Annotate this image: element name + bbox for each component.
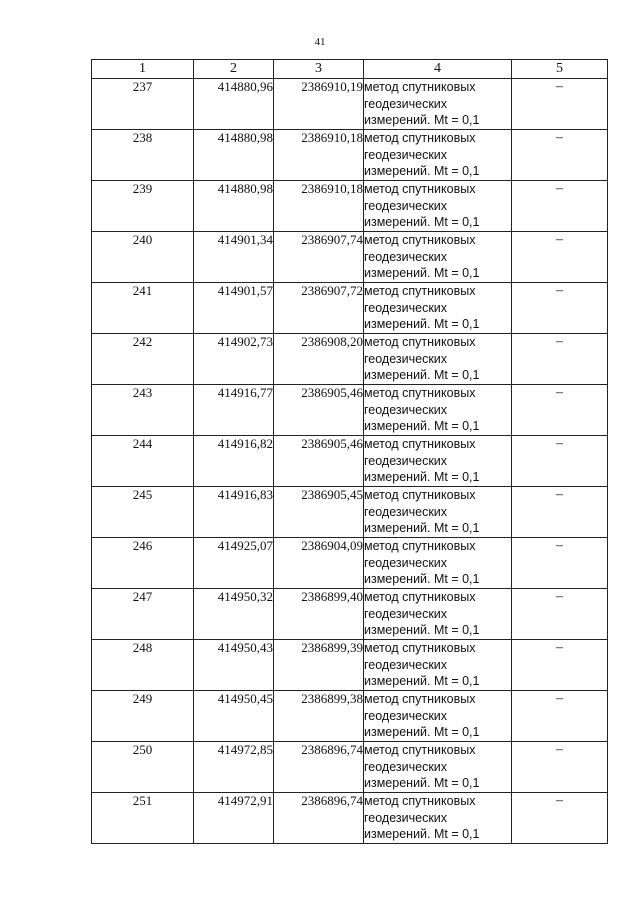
coordinate-x: 414950,45 [194,691,274,742]
coordinate-y: 2386896,74 [274,742,364,793]
table-row [92,79,608,130]
coordinate-y: 2386904,09 [274,538,364,589]
point-number: 237 [92,79,194,130]
method-cell [364,742,512,793]
method-line-3: измерений. Mt = 0,1 [364,419,480,433]
method-line-3: измерений. Mt = 0,1 [364,572,480,586]
method-line-3: измерений. Mt = 0,1 [364,674,480,688]
table-header [92,60,608,79]
note-dash: – [512,793,608,844]
note-dash: – [512,385,608,436]
coordinate-y: 2386910,19 [274,79,364,130]
method-line-1: метод спутниковых [364,743,476,757]
note-dash: – [512,589,608,640]
method-line-2: геодезических [364,453,448,468]
coordinate-x: 414916,82 [194,436,274,487]
method-cell [364,181,512,232]
method-line-3: измерений. Mt = 0,1 [364,827,480,841]
method-cell [364,334,512,385]
method-line-2: геодезических [364,96,448,111]
coordinate-y: 2386899,40 [274,589,364,640]
table-row [92,436,608,487]
note-dash: – [512,640,608,691]
table-row [92,385,608,436]
method-line-2: геодезических [364,504,448,519]
method-cell [364,130,512,181]
point-number: 247 [92,589,194,640]
point-number: 246 [92,538,194,589]
coordinate-x: 414916,83 [194,487,274,538]
coordinate-x: 414880,98 [194,181,274,232]
coordinate-x: 414880,98 [194,130,274,181]
table-row [92,232,608,283]
coordinate-y: 2386908,20 [274,334,364,385]
coordinate-x: 414880,96 [194,79,274,130]
note-dash: – [512,130,608,181]
note-dash: – [512,742,608,793]
point-number: 241 [92,283,194,334]
table-row [92,487,608,538]
coordinate-y: 2386910,18 [274,181,364,232]
table-row [92,640,608,691]
method-line-2: геодезических [364,351,448,366]
table-row [92,181,608,232]
coordinate-y: 2386907,74 [274,232,364,283]
coordinate-y: 2386905,46 [274,385,364,436]
method-line-1: метод спутниковых [364,488,476,502]
table-row [92,130,608,181]
method-line-2: геодезических [364,657,448,672]
table-body [92,79,608,844]
coordinate-y: 2386899,39 [274,640,364,691]
header-col-3: 3 [274,60,364,79]
method-line-3: измерений. Mt = 0,1 [364,215,480,229]
header-col-1: 1 [92,60,194,79]
method-line-2: геодезических [364,555,448,570]
method-line-1: метод спутниковых [364,794,476,808]
method-line-3: измерений. Mt = 0,1 [364,164,480,178]
coordinate-x: 414901,34 [194,232,274,283]
page-number: 41 [314,36,326,48]
method-cell [364,793,512,844]
method-cell [364,589,512,640]
coordinate-x: 414950,32 [194,589,274,640]
method-line-1: метод спутниковых [364,335,476,349]
coordinate-x: 414902,73 [194,334,274,385]
header-col-4: 4 [364,60,512,79]
method-line-1: метод спутниковых [364,692,476,706]
method-line-2: геодезических [364,402,448,417]
note-dash: – [512,232,608,283]
method-line-3: измерений. Mt = 0,1 [364,317,480,331]
table-row [92,742,608,793]
point-number: 239 [92,181,194,232]
point-number: 251 [92,793,194,844]
method-cell [364,538,512,589]
method-line-2: геодезических [364,759,448,774]
table-row [92,334,608,385]
coordinate-x: 414950,43 [194,640,274,691]
note-dash: – [512,181,608,232]
method-line-1: метод спутниковых [364,233,476,247]
coordinate-y: 2386905,46 [274,436,364,487]
point-number: 238 [92,130,194,181]
method-line-1: метод спутниковых [364,284,476,298]
coordinates-table [91,59,608,844]
table-row [92,283,608,334]
coordinate-y: 2386905,45 [274,487,364,538]
note-dash: – [512,283,608,334]
coordinate-x: 414972,85 [194,742,274,793]
coordinate-y: 2386910,18 [274,130,364,181]
point-number: 248 [92,640,194,691]
coordinate-x: 414901,57 [194,283,274,334]
note-dash: – [512,691,608,742]
method-line-3: измерений. Mt = 0,1 [364,470,480,484]
coordinate-y: 2386899,38 [274,691,364,742]
point-number: 245 [92,487,194,538]
header-row [92,60,608,79]
method-cell [364,385,512,436]
note-dash: – [512,436,608,487]
method-line-1: метод спутниковых [364,182,476,196]
table-row [92,589,608,640]
method-line-3: измерений. Mt = 0,1 [364,623,480,637]
method-cell [364,436,512,487]
method-line-1: метод спутниковых [364,641,476,655]
point-number: 250 [92,742,194,793]
method-line-2: геодезических [364,198,448,213]
method-line-1: метод спутниковых [364,539,476,553]
point-number: 244 [92,436,194,487]
coordinate-x: 414972,91 [194,793,274,844]
method-line-2: геодезических [364,810,448,825]
method-line-2: геодезических [364,249,448,264]
note-dash: – [512,334,608,385]
point-number: 240 [92,232,194,283]
coordinate-x: 414925,07 [194,538,274,589]
method-line-2: геодезических [364,147,448,162]
table-row [92,691,608,742]
method-line-3: измерений. Mt = 0,1 [364,521,480,535]
method-line-3: измерений. Mt = 0,1 [364,266,480,280]
method-line-2: геодезических [364,300,448,315]
header-col-5: 5 [512,60,608,79]
method-cell [364,232,512,283]
method-cell [364,487,512,538]
method-line-2: геодезических [364,606,448,621]
point-number: 249 [92,691,194,742]
method-line-1: метод спутниковых [364,437,476,451]
coordinate-y: 2386896,74 [274,793,364,844]
method-line-1: метод спутниковых [364,80,476,94]
table-row [92,538,608,589]
header-col-2: 2 [194,60,274,79]
method-line-3: измерений. Mt = 0,1 [364,776,480,790]
method-line-3: измерений. Mt = 0,1 [364,368,480,382]
method-cell [364,691,512,742]
coordinate-x: 414916,77 [194,385,274,436]
note-dash: – [512,538,608,589]
point-number: 242 [92,334,194,385]
method-line-3: измерений. Mt = 0,1 [364,113,480,127]
method-line-1: метод спутниковых [364,386,476,400]
point-number: 243 [92,385,194,436]
method-cell [364,283,512,334]
method-cell [364,640,512,691]
method-line-3: измерений. Mt = 0,1 [364,725,480,739]
note-dash: – [512,79,608,130]
coordinate-y: 2386907,72 [274,283,364,334]
method-line-2: геодезических [364,708,448,723]
table-row [92,793,608,844]
method-cell [364,79,512,130]
method-line-1: метод спутниковых [364,131,476,145]
method-line-1: метод спутниковых [364,590,476,604]
note-dash: – [512,487,608,538]
